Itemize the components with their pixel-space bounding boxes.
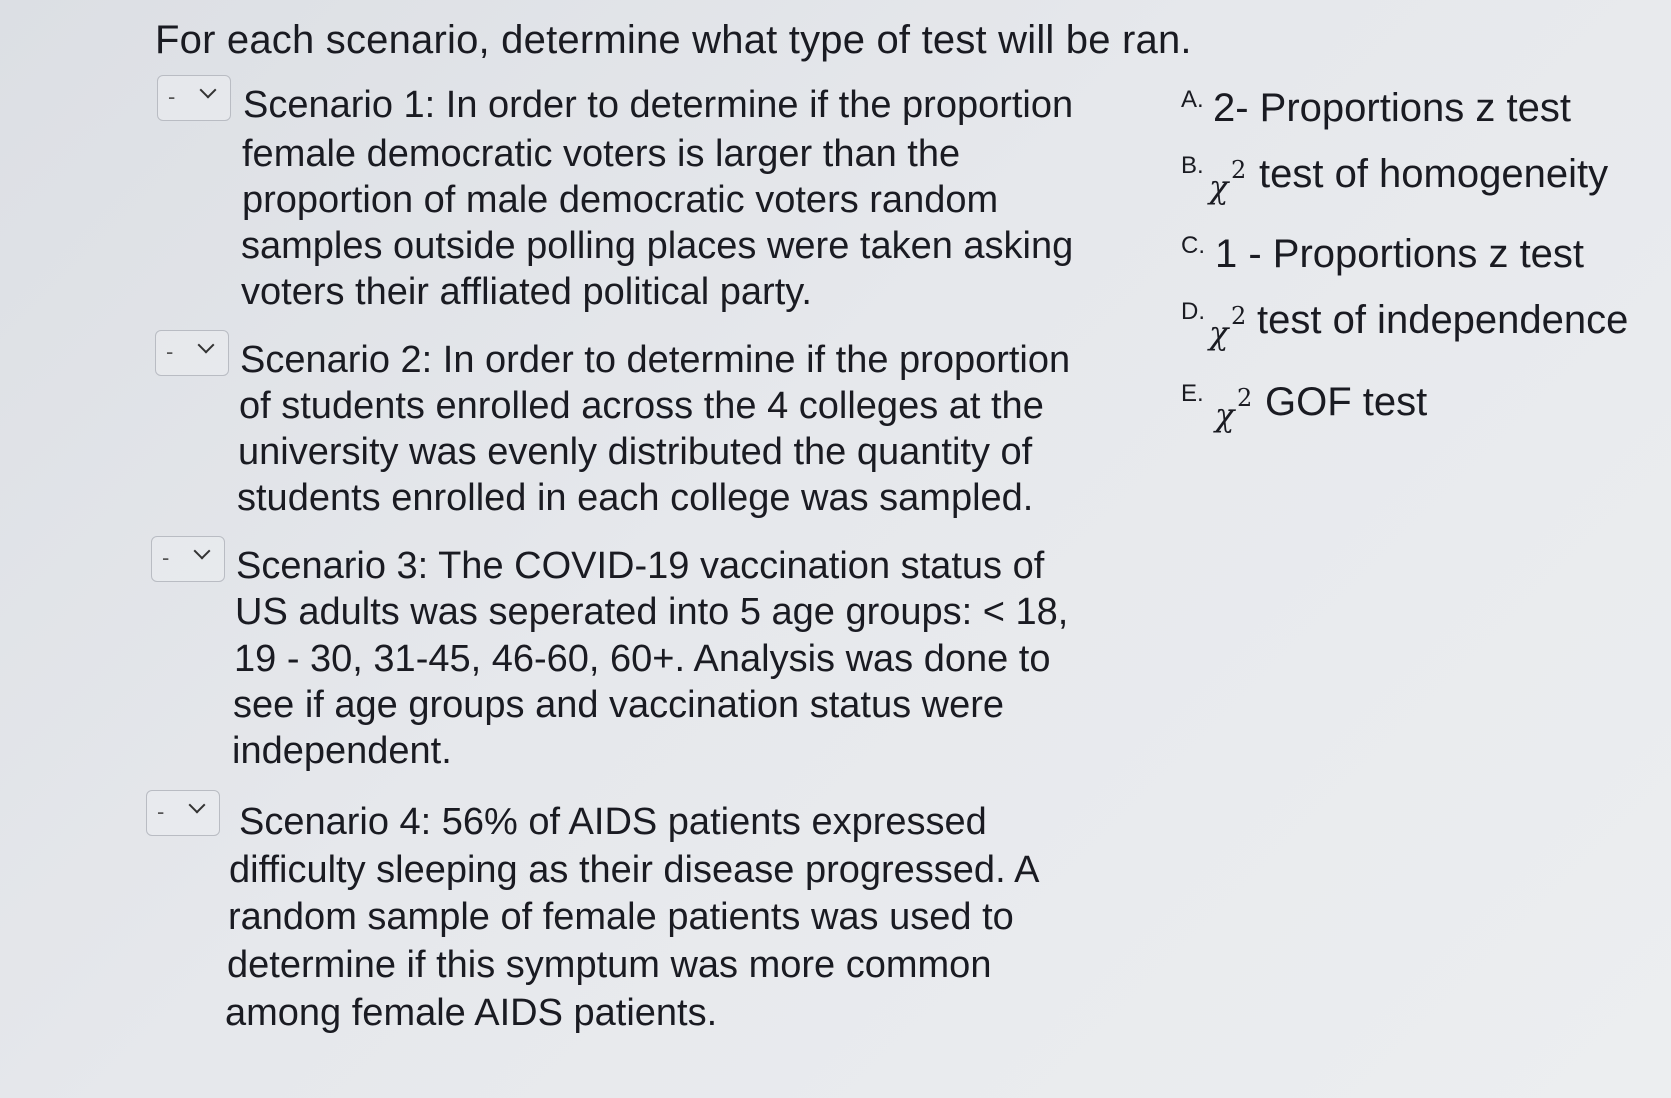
- chi-symbol: χ: [1209, 314, 1229, 352]
- option-text: test of homogeneity: [1259, 152, 1609, 196]
- scenario-4-line-4: determine if this symptum was more common: [227, 944, 992, 986]
- option-letter: A.: [1181, 86, 1204, 113]
- scenario-1-line-2: female democratic voters is larger than the: [242, 133, 961, 175]
- select-value: -: [168, 84, 176, 109]
- option-text: test of independence: [1257, 298, 1629, 342]
- superscript: 2: [1231, 156, 1247, 184]
- scenario-2-line-2: of students enrolled across the 4 colleges at the: [239, 385, 1044, 427]
- scenario-3-line-1: Scenario 3: The COVID-19 vaccination status of: [236, 545, 1045, 587]
- scenario-1-line-1: Scenario 1: In order to determine if the proportion: [243, 84, 1074, 126]
- scenario-2-answer-select[interactable]: [155, 330, 229, 376]
- scenario-3-line-4: see if age groups and vaccination status were: [233, 684, 1005, 726]
- chevron-down-icon: [198, 337, 215, 354]
- question-prompt: For each scenario, determine what type of test will be ran.: [155, 18, 1192, 62]
- scenario-2-line-1: Scenario 2: In order to determine if the proportion: [240, 339, 1071, 381]
- scenario-4-answer-select[interactable]: [146, 790, 220, 836]
- select-value: -: [166, 339, 174, 364]
- scenario-2-line-3: university was evenly distributed the quantity of: [238, 431, 1033, 473]
- scenario-1-line-4: samples outside polling places were taken asking: [241, 225, 1074, 267]
- scenario-1-answer-select[interactable]: [157, 75, 231, 121]
- scenario-1-line-3: proportion of male democratic voters random: [242, 179, 999, 221]
- scenario-3-line-2: US adults was seperated into 5 age groups: < 18,: [235, 591, 1069, 633]
- scenario-2-line-4: students enrolled in each college was sampled.: [237, 477, 1034, 519]
- scenario-4-line-1: Scenario 4: 56% of AIDS patients expressed: [239, 801, 987, 843]
- scenario-1-line-5: voters their affliated political party.: [241, 271, 812, 313]
- scenario-3-line-5: independent.: [232, 730, 452, 772]
- superscript: 2: [1237, 384, 1253, 412]
- scenario-3-line-3: 19 - 30, 31-45, 46-60, 60+. Analysis was done to: [234, 638, 1051, 680]
- option-letter: E.: [1181, 380, 1204, 407]
- scenario-4-line-3: random sample of female patients was used to: [228, 896, 1014, 938]
- option-letter: D.: [1181, 298, 1205, 325]
- option-letter: B.: [1181, 152, 1204, 179]
- chevron-down-icon: [189, 797, 206, 814]
- chevron-down-icon: [194, 543, 211, 560]
- superscript: 2: [1231, 302, 1247, 330]
- scenario-4-line-2: difficulty sleeping as their disease progressed. A: [229, 849, 1040, 891]
- option-text: GOF test: [1265, 380, 1428, 424]
- option-letter: C.: [1181, 232, 1205, 259]
- select-value: -: [162, 545, 170, 570]
- option-text: 2- Proportions z test: [1213, 86, 1571, 130]
- option-text: 1 - Proportions z test: [1215, 232, 1585, 276]
- chi-symbol: χ: [1209, 168, 1229, 206]
- chevron-down-icon: [200, 82, 217, 99]
- select-value: -: [157, 799, 165, 824]
- chi-symbol: χ: [1215, 396, 1235, 434]
- scenario-4-line-5: among female AIDS patients.: [225, 992, 718, 1034]
- scenario-3-answer-select[interactable]: [151, 536, 225, 582]
